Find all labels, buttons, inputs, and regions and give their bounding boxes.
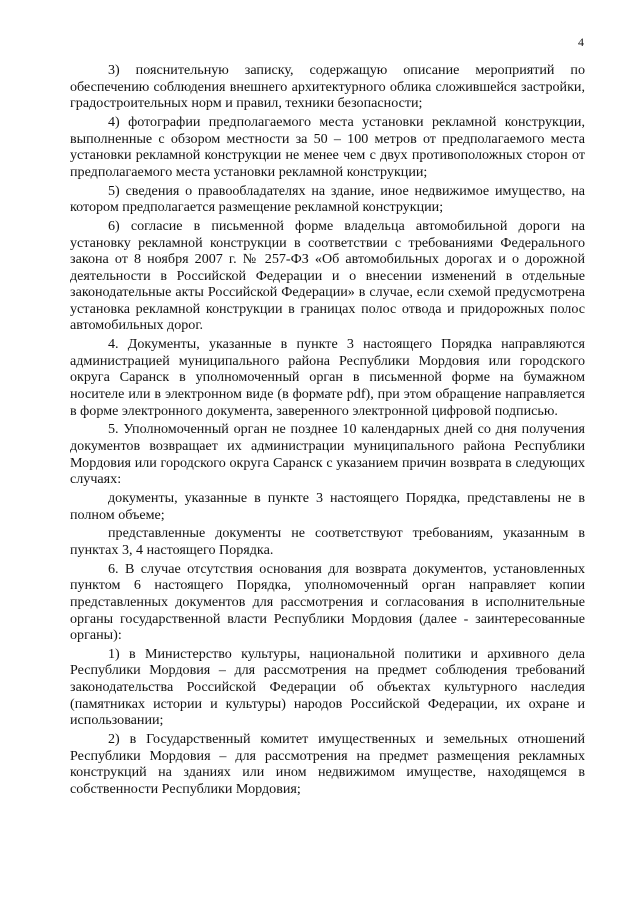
- paragraph-item-5-rights-holders: 5) сведения о правообладателях на здание, иное недвижимое имущество, на котором предполагается размещение рекламной конструкции;: [70, 182, 585, 216]
- paragraph-item-3-explanatory-note: 3) пояснительную записку, содержащую описание мероприятий по обеспечению соблюдения внешнего архитектурного облика сложившейся застройки, градостроительных норм и правил, техники безопасности;: [70, 62, 585, 112]
- paragraph-return-case-nonconforming: представленные документы не соответствуют требованиям, указанным в пунктах 3, 4 настоящего Порядка.: [70, 525, 585, 558]
- paragraph-clause-6-approval: 6. В случае отсутствия основания для возврата документов, установленных пунктом 6 настоящего Порядка, уполномоченный орган направляет копии представленных документов для рассмотрения и согласования в исполнительные органы государственной власти Республики Мордовия (далее - заинтересованные органы):: [70, 560, 585, 644]
- paragraph-clause-4-documents: 4. Документы, указанные в пункте 3 настоящего Порядка направляются администрацией муниципального района Республики Мордовия или городского округа Саранск в уполномоченный орган в письменной форме на бумажном носителе или в электронном виде (в формате pdf), при этом обращение направляется в форме электронного документа, заверенного электронной цифровой подписью.: [70, 336, 585, 419]
- paragraph-item-4-photographs: 4) фотографии предполагаемого места установки рекламной конструкции, выполненные с обзором местности за 50 – 100 метров от предполагаемого места установки рекламной конструкции не менее чем с двух противоположных сторон от предполагаемого места установки рекламной конструкции;: [70, 113, 585, 180]
- paragraph-clause-5-return: 5. Уполномоченный орган не позднее 10 календарных дней со дня получения документов возвращает их администрации муниципального района Республики Мордовия или городского округа Саранск с указанием причин возврата в следующих случаях:: [70, 421, 585, 488]
- page-number: 4: [578, 35, 584, 49]
- paragraph-return-case-incomplete: документы, указанные в пункте 3 настоящего Порядка, представлены не в полном объеме;: [70, 489, 585, 523]
- paragraph-approval-ministry-culture: 1) в Министерство культуры, национальной политики и архивного дела Республики Мордовия – для рассмотрения на предмет соблюдения требований законодательства Российской Федерации об объектах культурного наследия (памятниках истории и культуры) народов Российской Федерации, их охране и использовании;: [70, 645, 585, 729]
- paragraph-approval-property-committee: 2) в Государственный комитет имущественных и земельных отношений Республики Мордовия – для рассмотрения на предмет размещения рекламных конструкций на зданиях или ином недвижимом имуществе, находящемся в собственности Республики Мордовия;: [70, 731, 585, 797]
- paragraph-item-6-road-owner-consent: 6) согласие в письменной форме владельца автомобильной дороги на установку рекламной конструкции в соответствии с требованиями Федерального закона от 8 ноября 2007 г. № 257-ФЗ «Об автомобильных дорогах и о дорожной деятельности в Российской Федерации и о внесении изменений в отдельные законодательные акты Российской Федерации» в случае, если схемой предусмотрена установка рекламной конструкции в границах полос отвода и придорожных полос автомобильных дорог.: [70, 217, 585, 334]
- document-body: [70, 62, 585, 800]
